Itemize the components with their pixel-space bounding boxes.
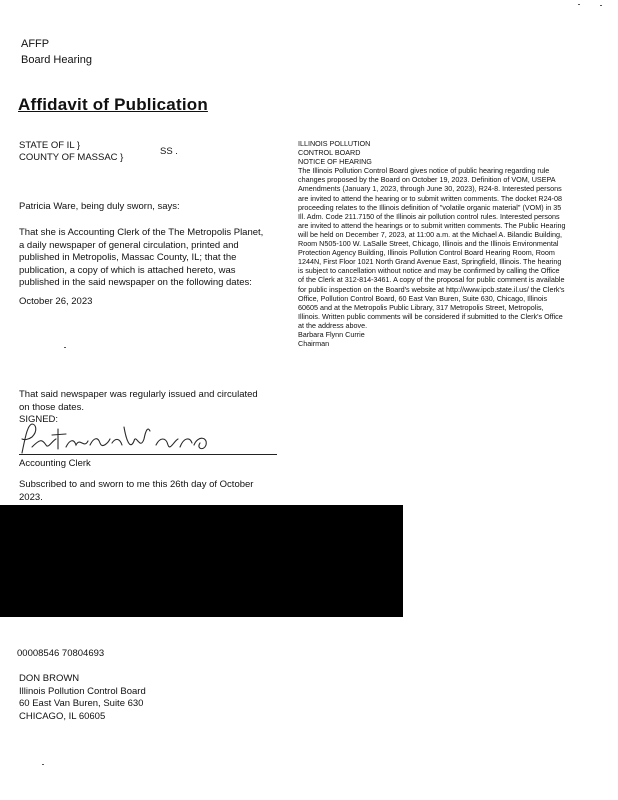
notice-body-line: 1244N, First Floor 1021 North Grand Avenue East, Springfield, Illinois. The hearing — [298, 257, 562, 267]
notice-body-line: are invited to attend the hearing or to submit written comments. The docket R24-08 — [298, 193, 562, 203]
affidavit-body — [19, 227, 309, 290]
notice-heading-line: CONTROL BOARD — [298, 148, 361, 158]
address-line: 60 East Van Buren, Suite 630 — [19, 698, 144, 709]
subscribed-line: 2023. — [19, 491, 43, 503]
issued-line: on those dates. — [19, 401, 84, 413]
address-line: CHICAGO, IL 60605 — [19, 710, 106, 722]
mailing-address — [19, 673, 146, 723]
notice-heading-line: ILLINOIS POLLUTION — [298, 139, 371, 148]
notice-body-line: Office, Pollution Control Board, 60 East Van Buren, Suite 630, Chicago, Illinois — [298, 293, 548, 303]
notice-body-line: are invited to attend the hearings or to submit written comments. The Public Hearing — [298, 220, 566, 230]
redacted-notary-block — [0, 505, 403, 617]
notice-body-line: Room N505-100 W. LaSalle Street, Chicago, Illinois and the Illinois Environmental — [298, 239, 559, 249]
issued-line: That said newspaper was regularly issued and circulated — [19, 389, 258, 400]
notice-body-line: proceeding relates to the Illinois definition of "volatile organic material" (VOM) in 35 — [298, 202, 562, 212]
venue-ss: SS . — [160, 146, 178, 157]
scan-speck — [578, 4, 580, 5]
signature-image — [18, 419, 218, 459]
form-subtitle: Board Hearing — [21, 54, 92, 66]
document-ids: 00008546 70804693 — [17, 648, 105, 659]
subscribed-statement — [19, 479, 309, 504]
notice-body-line: at the address above. — [298, 320, 368, 330]
notice-body-line: is subject to cancellation without notice and may be confirmed by calling the Office — [298, 266, 560, 276]
notice-body-line: for public inspection on the Board's website at http://www.ipcb.state.il.us/ the Clerk's — [298, 284, 565, 294]
venue-county: COUNTY OF MASSAC } — [19, 152, 124, 163]
scan-speck — [42, 764, 44, 765]
address-line: Illinois Pollution Control Board — [19, 685, 146, 697]
notice-signoff-line: Chairman — [298, 339, 330, 349]
publication-date: October 26, 2023 — [19, 296, 93, 307]
notice-body-line: The Illinois Pollution Control Board gives notice of public hearing regarding rule — [298, 166, 550, 176]
form-code: AFFP — [21, 38, 50, 50]
address-line: DON BROWN — [19, 673, 80, 684]
notice-signoff-line: Barbara Flynn Currie — [298, 329, 365, 339]
venue-state: STATE OF IL } — [19, 140, 81, 151]
affidavit-line: publication, a copy of which is attached hereto, was — [19, 264, 236, 276]
signature-line — [19, 454, 277, 455]
affidavit-line: a daily newspaper of general circulation, printed and — [19, 239, 239, 251]
notice-body-line: changes proposed by the Board on October 19, 2023. Definition of VOM, USEPA — [298, 175, 556, 185]
scan-speck — [600, 5, 602, 6]
notice-body-line: of the Clerk at 312-814-3461. A copy of the proposal for public comment is available — [298, 275, 565, 285]
scan-speck — [64, 347, 66, 348]
signed-label: SIGNED: — [19, 414, 59, 425]
notice-body-line: Illinois. Written public comments will be considered if submitted to the Clerk's Office — [298, 311, 563, 321]
signer-title: Accounting Clerk — [19, 458, 91, 469]
notice-body-line: Ill. Adm. Code 211.7150 of the Illinois air pollution control rules. Interested persons — [298, 211, 560, 221]
notice-body-line: Amendments (January 1, 2023, through June 30, 2023), R24-8. Interested persons — [298, 184, 562, 194]
issued-statement — [19, 389, 309, 414]
notice-body-line: will be held on December 7, 2023, at 11:00 a.m. at the Michael A. Bilandic Building, — [298, 229, 562, 239]
subscribed-line: Subscribed to and sworn to me this 26th day of October — [19, 479, 254, 490]
public-notice-clipping — [298, 139, 608, 348]
notice-heading-line: NOTICE OF HEARING — [298, 157, 372, 167]
notice-body-line: Protection Agency Building, Illinois Pollution Control Board Hearing Room, Room — [298, 248, 555, 258]
page-title: Affidavit of Publication — [18, 95, 208, 114]
affidavit-line: published in Metropolis, Massac County, IL; that the — [19, 252, 237, 263]
affidavit-line: That she is Accounting Clerk of the The Metropolis Planet, — [19, 227, 264, 238]
affiant-sworn: Patricia Ware, being duly sworn, says: — [19, 201, 180, 212]
affidavit-line: published in the said newspaper on the following dates: — [19, 277, 252, 288]
notice-body-line: 60605 and at the Metropolis Public Library, 317 Metropolis Street, Metropolis, — [298, 302, 544, 312]
